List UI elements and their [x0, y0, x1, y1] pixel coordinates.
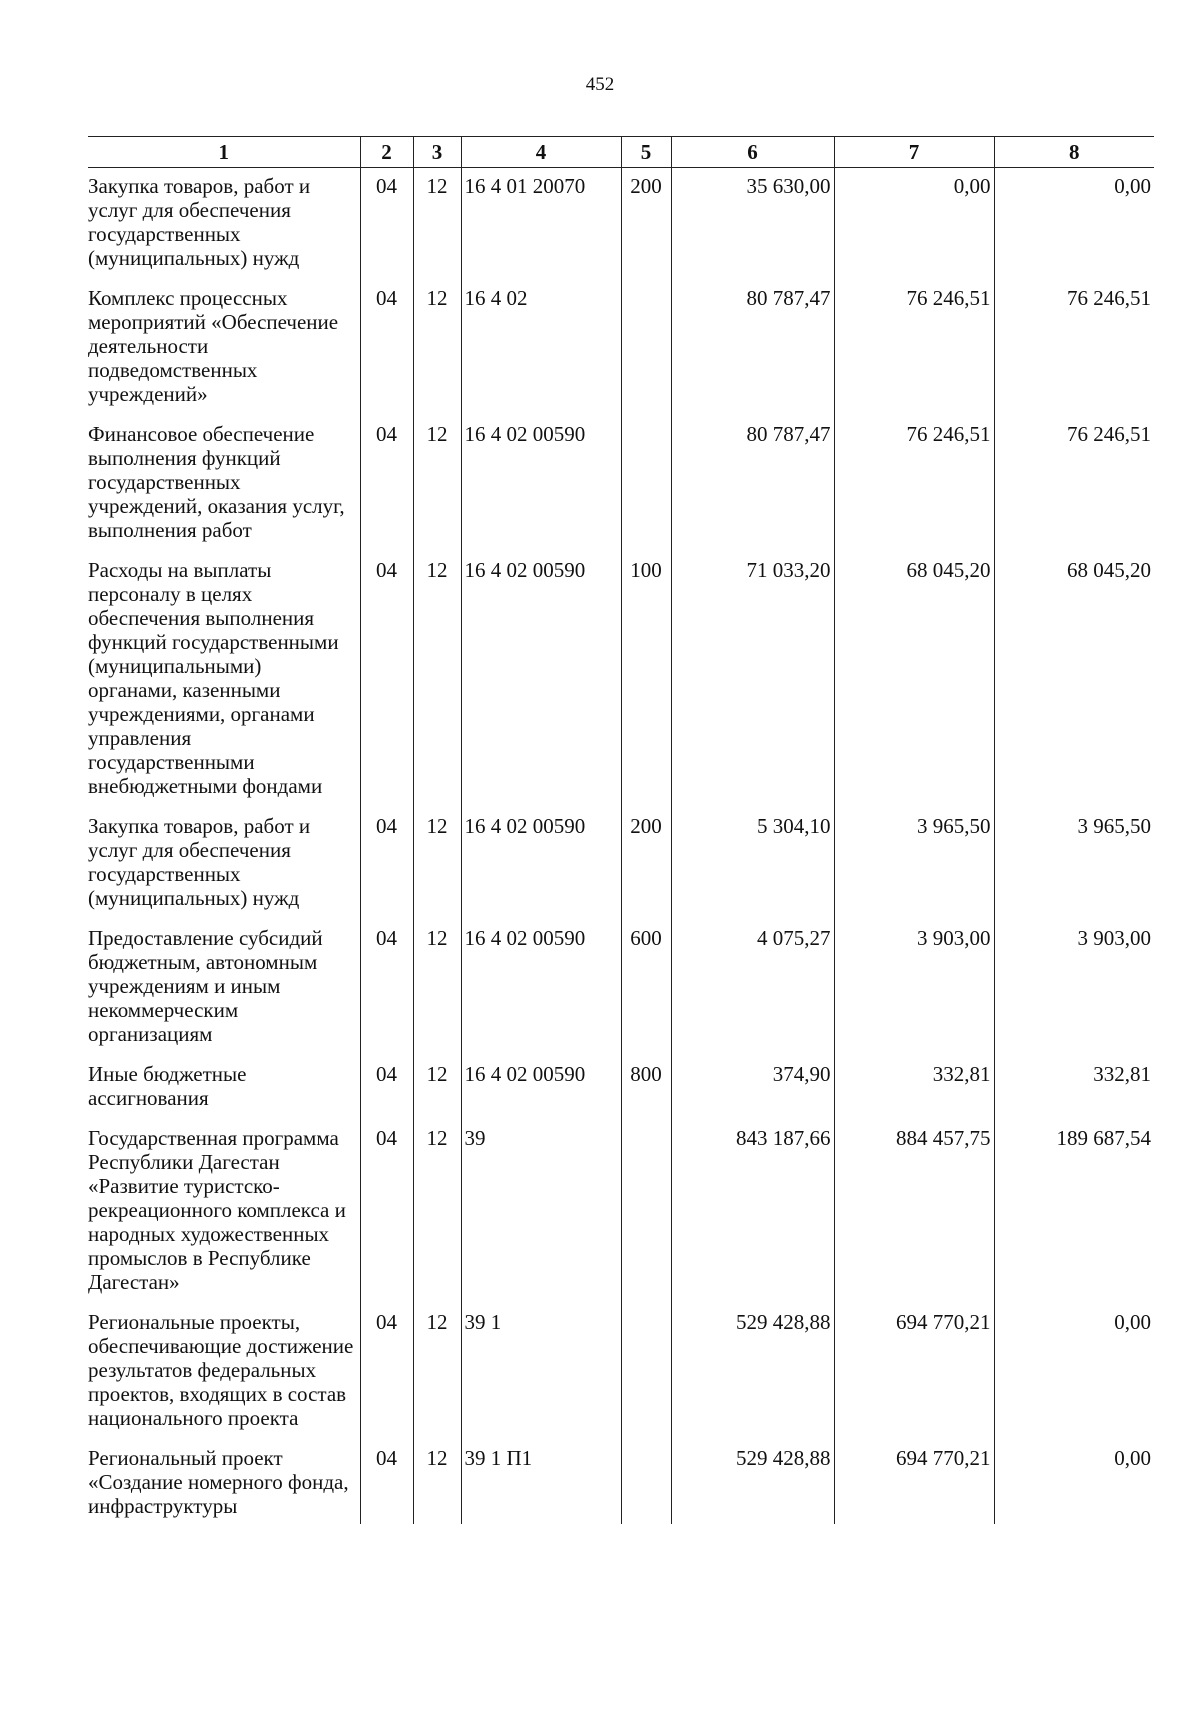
row-amount-8: 189 687,54: [994, 1120, 1154, 1304]
row-section: 04: [360, 1120, 413, 1304]
table-row: [88, 1056, 1154, 1120]
row-name: Региональный проект «Создание номерного фонда, инфраструктуры: [88, 1446, 349, 1518]
row-target-code: 16 4 02 00590: [461, 552, 621, 808]
row-target-code: 16 4 02 00590: [461, 920, 621, 1056]
row-target-code: 16 4 02: [461, 280, 621, 416]
row-target-code: 39: [461, 1120, 621, 1304]
row-subsection: 12: [413, 808, 461, 920]
row-amount-6: 843 187,66: [671, 1120, 834, 1304]
row-expense-type: [621, 280, 671, 416]
row-subsection: 12: [413, 280, 461, 416]
row-amount-8: 68 045,20: [994, 552, 1154, 808]
table-row: [88, 808, 1154, 920]
row-amount-6: 4 075,27: [671, 920, 834, 1056]
column-header-5: 5: [621, 137, 671, 168]
row-name: Закупка товаров, работ и услуг для обеспечения государственных (муниципальных) нужд: [88, 174, 311, 270]
row-section: 04: [360, 808, 413, 920]
row-section: 04: [360, 552, 413, 808]
row-subsection: 12: [413, 416, 461, 552]
row-amount-7: 3 965,50: [834, 808, 994, 920]
table-row: [88, 280, 1154, 416]
row-name: Закупка товаров, работ и услуг для обеспечения государственных (муниципальных) нужд: [88, 814, 311, 910]
row-expense-type: [621, 1304, 671, 1440]
row-section: 04: [360, 280, 413, 416]
column-header-1: 1: [88, 137, 360, 168]
row-expense-type: 600: [621, 920, 671, 1056]
row-target-code: 16 4 02 00590: [461, 1056, 621, 1120]
table-row: [88, 920, 1154, 1056]
row-amount-7: 68 045,20: [834, 552, 994, 808]
row-amount-7: 694 770,21: [834, 1304, 994, 1440]
row-subsection: 12: [413, 1440, 461, 1524]
column-header-2: 2: [360, 137, 413, 168]
row-section: 04: [360, 416, 413, 552]
row-amount-6: 5 304,10: [671, 808, 834, 920]
row-amount-7: 3 903,00: [834, 920, 994, 1056]
row-amount-7: 76 246,51: [834, 416, 994, 552]
row-amount-6: 80 787,47: [671, 416, 834, 552]
row-amount-7: 884 457,75: [834, 1120, 994, 1304]
row-expense-type: [621, 416, 671, 552]
row-name: Расходы на выплаты персоналу в целях обеспечения выполнения функций государственными (муниципальными) органами, казенными учреждениями, органами управления государственными внебюджетными фондами: [88, 558, 339, 798]
row-subsection: 12: [413, 1056, 461, 1120]
row-amount-7: 76 246,51: [834, 280, 994, 416]
row-subsection: 12: [413, 920, 461, 1056]
row-amount-6: 374,90: [671, 1056, 834, 1120]
row-amount-8: 0,00: [994, 1440, 1154, 1524]
column-header-7: 7: [834, 137, 994, 168]
row-amount-8: 76 246,51: [994, 280, 1154, 416]
row-target-code: 16 4 02 00590: [461, 808, 621, 920]
column-header-4: 4: [461, 137, 621, 168]
table-row: [88, 1304, 1154, 1440]
row-section: 04: [360, 1056, 413, 1120]
row-amount-6: 529 428,88: [671, 1440, 834, 1524]
row-subsection: 12: [413, 1304, 461, 1440]
row-name: Комплекс процессных мероприятий «Обеспечение деятельности подведомственных учреждений»: [88, 286, 339, 406]
page-number: 452: [585, 74, 615, 95]
row-subsection: 12: [413, 552, 461, 808]
row-subsection: 12: [413, 1120, 461, 1304]
row-amount-7: 332,81: [834, 1056, 994, 1120]
row-amount-8: 3 903,00: [994, 920, 1154, 1056]
column-header-8: 8: [994, 137, 1154, 168]
row-amount-6: 529 428,88: [671, 1304, 834, 1440]
row-target-code: 16 4 01 20070: [461, 168, 621, 281]
row-target-code: 16 4 02 00590: [461, 416, 621, 552]
row-name: Иные бюджетные ассигнования: [88, 1062, 247, 1110]
row-amount-7: 0,00: [834, 168, 994, 281]
row-expense-type: 800: [621, 1056, 671, 1120]
row-section: 04: [360, 920, 413, 1056]
row-section: 04: [360, 1440, 413, 1524]
row-amount-8: 332,81: [994, 1056, 1154, 1120]
table-row: [88, 416, 1154, 552]
row-amount-6: 35 630,00: [671, 168, 834, 281]
column-header-3: 3: [413, 137, 461, 168]
row-subsection: 12: [413, 168, 461, 281]
table-row: [88, 1440, 1154, 1524]
header-row: [88, 137, 1154, 168]
row-expense-type: 200: [621, 808, 671, 920]
table-row: [88, 1120, 1154, 1304]
column-header-6: 6: [671, 137, 834, 168]
row-section: 04: [360, 1304, 413, 1440]
budget-table: [88, 136, 1154, 1524]
row-name: Предоставление субсидий бюджетным, автономным учреждениям и иным некоммерческим организациям: [88, 926, 323, 1046]
row-target-code: 39 1 П1: [461, 1440, 621, 1524]
row-amount-8: 0,00: [994, 168, 1154, 281]
row-expense-type: 200: [621, 168, 671, 281]
row-name: Финансовое обеспечение выполнения функций государственных учреждений, оказания услуг, выполнения работ: [88, 422, 345, 542]
table-row: [88, 168, 1154, 281]
row-amount-7: 694 770,21: [834, 1440, 994, 1524]
row-target-code: 39 1: [461, 1304, 621, 1440]
row-amount-6: 71 033,20: [671, 552, 834, 808]
row-name: Государственная программа Республики Дагестан «Развитие туристско-рекреационного комплекса и народных художественных промыслов в Республике Дагестан»: [88, 1126, 346, 1294]
row-expense-type: [621, 1440, 671, 1524]
row-amount-8: 76 246,51: [994, 416, 1154, 552]
row-amount-6: 80 787,47: [671, 280, 834, 416]
row-section: 04: [360, 168, 413, 281]
table-row: [88, 552, 1154, 808]
row-amount-8: 0,00: [994, 1304, 1154, 1440]
row-amount-8: 3 965,50: [994, 808, 1154, 920]
row-expense-type: [621, 1120, 671, 1304]
row-expense-type: 100: [621, 552, 671, 808]
row-name: Региональные проекты, обеспечивающие достижение результатов федеральных проектов, входящих в состав национального проекта: [88, 1310, 354, 1430]
